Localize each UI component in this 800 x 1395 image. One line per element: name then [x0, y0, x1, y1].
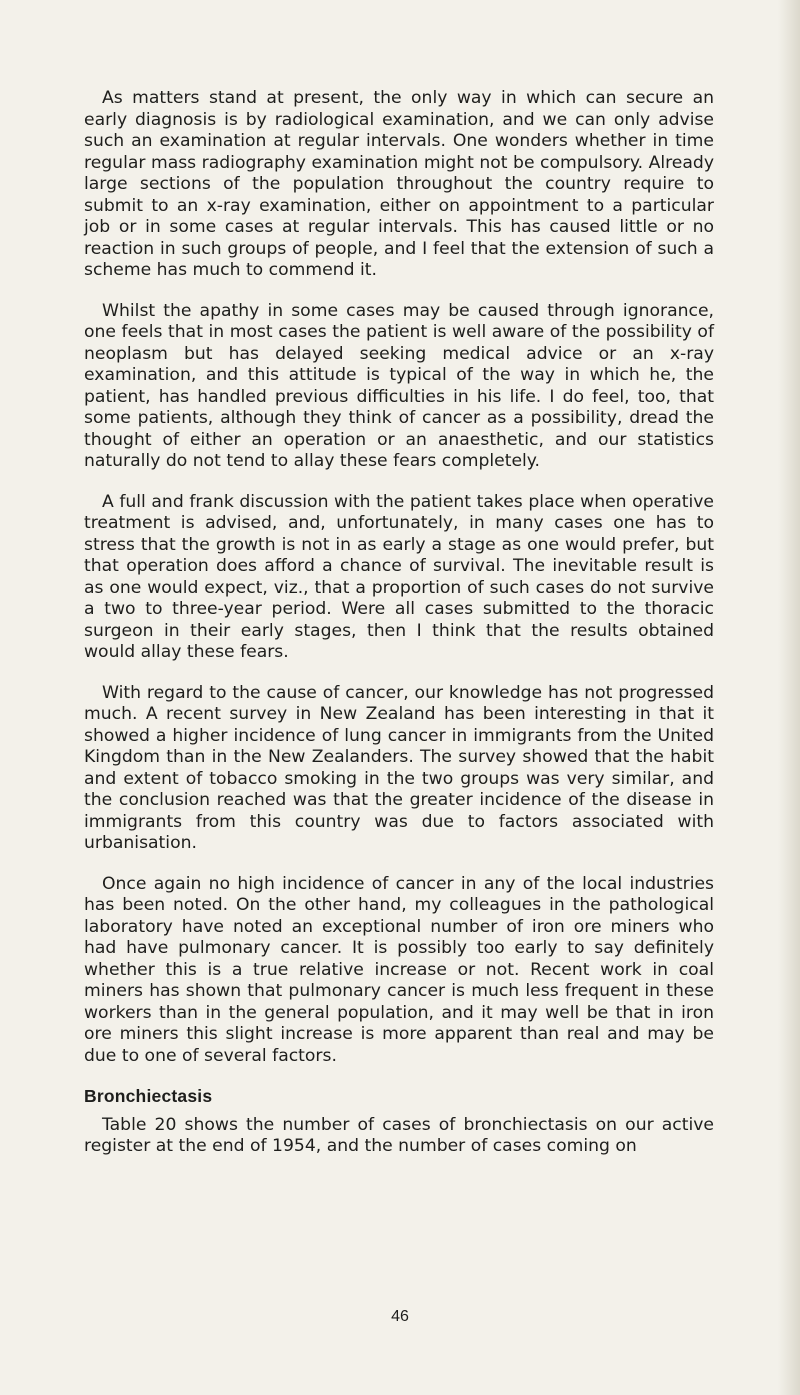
- section-paragraph: Table 20 shows the number of cases of bronchiectasis on our active register at the end of 1954, and the number of cases coming on: [84, 1114, 714, 1156]
- page-number: 46: [391, 1308, 409, 1325]
- paragraph-2: Whilst the apathy in some cases may be caused through ignorance, one feels that in most cases the patient is well aware of the possibility of neoplasm but has delayed seeking medical advice or an x-ray examination, and this attitude is typical of the way in which he, the patient, has handled previous difficulties in his life. I do feel, too, that some patients, although they think of cancer as a possibility, dread the thought of either an operation or an anaesthetic, and our statistics naturally do not tend to allay these fears completely.: [84, 300, 714, 471]
- paragraph-5: Once again no high incidence of cancer in any of the local industries has been noted. On the other hand, my colleagues in the pathological laboratory have noted an exceptional number of iron ore miners who had have pulmonary cancer. It is possibly too early to say definitely whether this is a true relative increase or not. Recent work in coal miners has shown that pulmonary cancer is much less frequent in these workers than in the general population, and it may well be that in iron ore miners this slight increase is more apparent than real and may be due to one of several factors.: [84, 873, 714, 1066]
- section-heading: Bronchiectasis: [84, 1086, 213, 1106]
- body-text: [84, 88, 714, 1158]
- paragraph-4: With regard to the cause of cancer, our knowledge has not progressed much. A recent survey in New Zealand has been interesting in that it showed a higher incidence of lung cancer in immigrants from the United Kingdom than in the New Zealanders. The survey showed that the habit and extent of tobacco smoking in the two groups was very similar, and the conclusion reached was that the greater incidence of the disease in immigrants from this country was due to factors associated with urbanisation.: [84, 682, 714, 853]
- page-edge-shadow: [778, 0, 800, 1395]
- paragraph-3: A full and frank discussion with the patient takes place when operative treatment is advised, and, unfortunately, in many cases one has to stress that the growth is not in as early a stage as one would prefer, but that operation does afford a chance of survival. The inevitable result is as one would expect, viz., that a proportion of such cases do not survive a two to three-year period. Were all cases submitted to the thoracic surgeon in their early stages, then I think that the results obtained would allay these fears.: [84, 491, 714, 662]
- paragraph-1: As matters stand at present, the only way in which can secure an early diagnosis is by radiological examination, and we can only advise such an examination at regular intervals. One wonders whether in time regular mass radiography examination might not be compulsory. Already large sections of the population throughout the country require to submit to an x-ray examination, either on appointment to a particular job or in some cases at regular intervals. This has caused little or no reaction in such groups of people, and I feel that the extension of such a scheme has much to commend it.: [84, 88, 714, 280]
